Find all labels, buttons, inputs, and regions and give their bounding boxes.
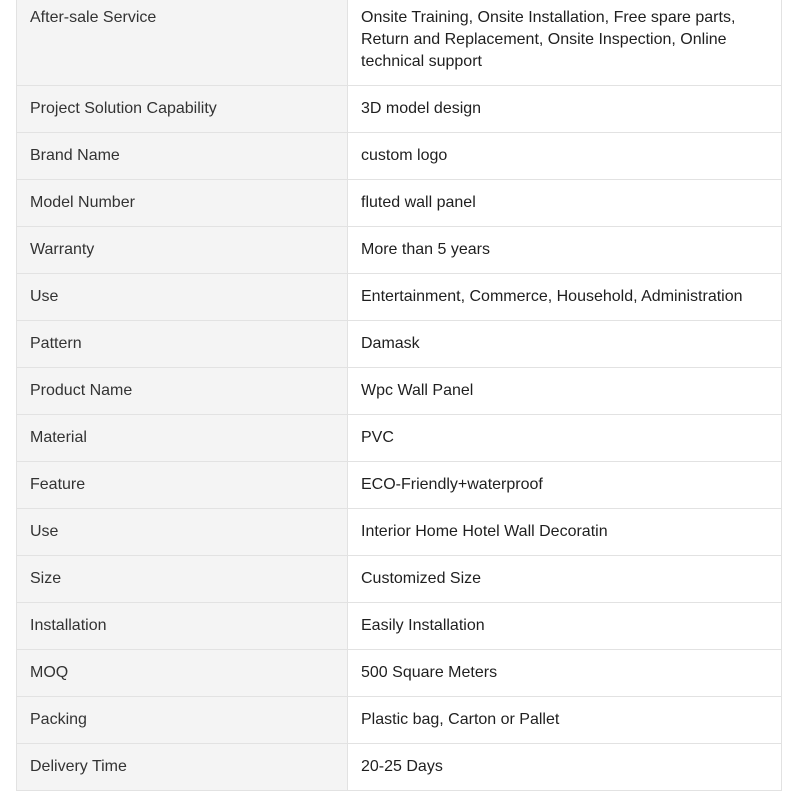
row-value: fluted wall panel <box>348 180 782 227</box>
row-value: Onsite Training, Onsite Installation, Free spare parts, Return and Replacement, Onsite Inspection, Online technical support <box>348 0 782 86</box>
row-value: Damask <box>348 321 782 368</box>
row-label: Pattern <box>17 321 348 368</box>
row-value: 500 Square Meters <box>348 650 782 697</box>
table-row <box>17 697 782 744</box>
row-label: Use <box>17 274 348 321</box>
row-value: Plastic bag, Carton or Pallet <box>348 697 782 744</box>
row-label: Feature <box>17 462 348 509</box>
table-row <box>17 509 782 556</box>
row-value: 20-25 Days <box>348 744 782 791</box>
row-label: Size <box>17 556 348 603</box>
table-row <box>17 462 782 509</box>
row-label: Installation <box>17 603 348 650</box>
table-row <box>17 180 782 227</box>
table-row <box>17 133 782 180</box>
row-value: More than 5 years <box>348 227 782 274</box>
table-row <box>17 368 782 415</box>
table-row <box>17 650 782 697</box>
table-row <box>17 0 782 86</box>
row-value: ECO-Friendly+waterproof <box>348 462 782 509</box>
row-label: Material <box>17 415 348 462</box>
table-row <box>17 274 782 321</box>
table-row <box>17 227 782 274</box>
table-row <box>17 556 782 603</box>
row-value: Easily Installation <box>348 603 782 650</box>
row-value: Wpc Wall Panel <box>348 368 782 415</box>
spec-table <box>16 0 782 791</box>
row-value: Customized Size <box>348 556 782 603</box>
table-row <box>17 744 782 791</box>
row-value: custom logo <box>348 133 782 180</box>
row-value: Entertainment, Commerce, Household, Administration <box>348 274 782 321</box>
row-label: Delivery Time <box>17 744 348 791</box>
spec-table-container <box>16 0 781 791</box>
table-row <box>17 603 782 650</box>
table-row <box>17 86 782 133</box>
row-value: PVC <box>348 415 782 462</box>
row-value: Interior Home Hotel Wall Decoratin <box>348 509 782 556</box>
table-row <box>17 415 782 462</box>
row-label: Warranty <box>17 227 348 274</box>
row-label: Model Number <box>17 180 348 227</box>
table-row <box>17 321 782 368</box>
row-label: MOQ <box>17 650 348 697</box>
row-label: Brand Name <box>17 133 348 180</box>
row-label: Product Name <box>17 368 348 415</box>
row-value: 3D model design <box>348 86 782 133</box>
row-label: Packing <box>17 697 348 744</box>
row-label: Project Solution Capability <box>17 86 348 133</box>
row-label: Use <box>17 509 348 556</box>
row-label: After-sale Service <box>17 0 348 86</box>
